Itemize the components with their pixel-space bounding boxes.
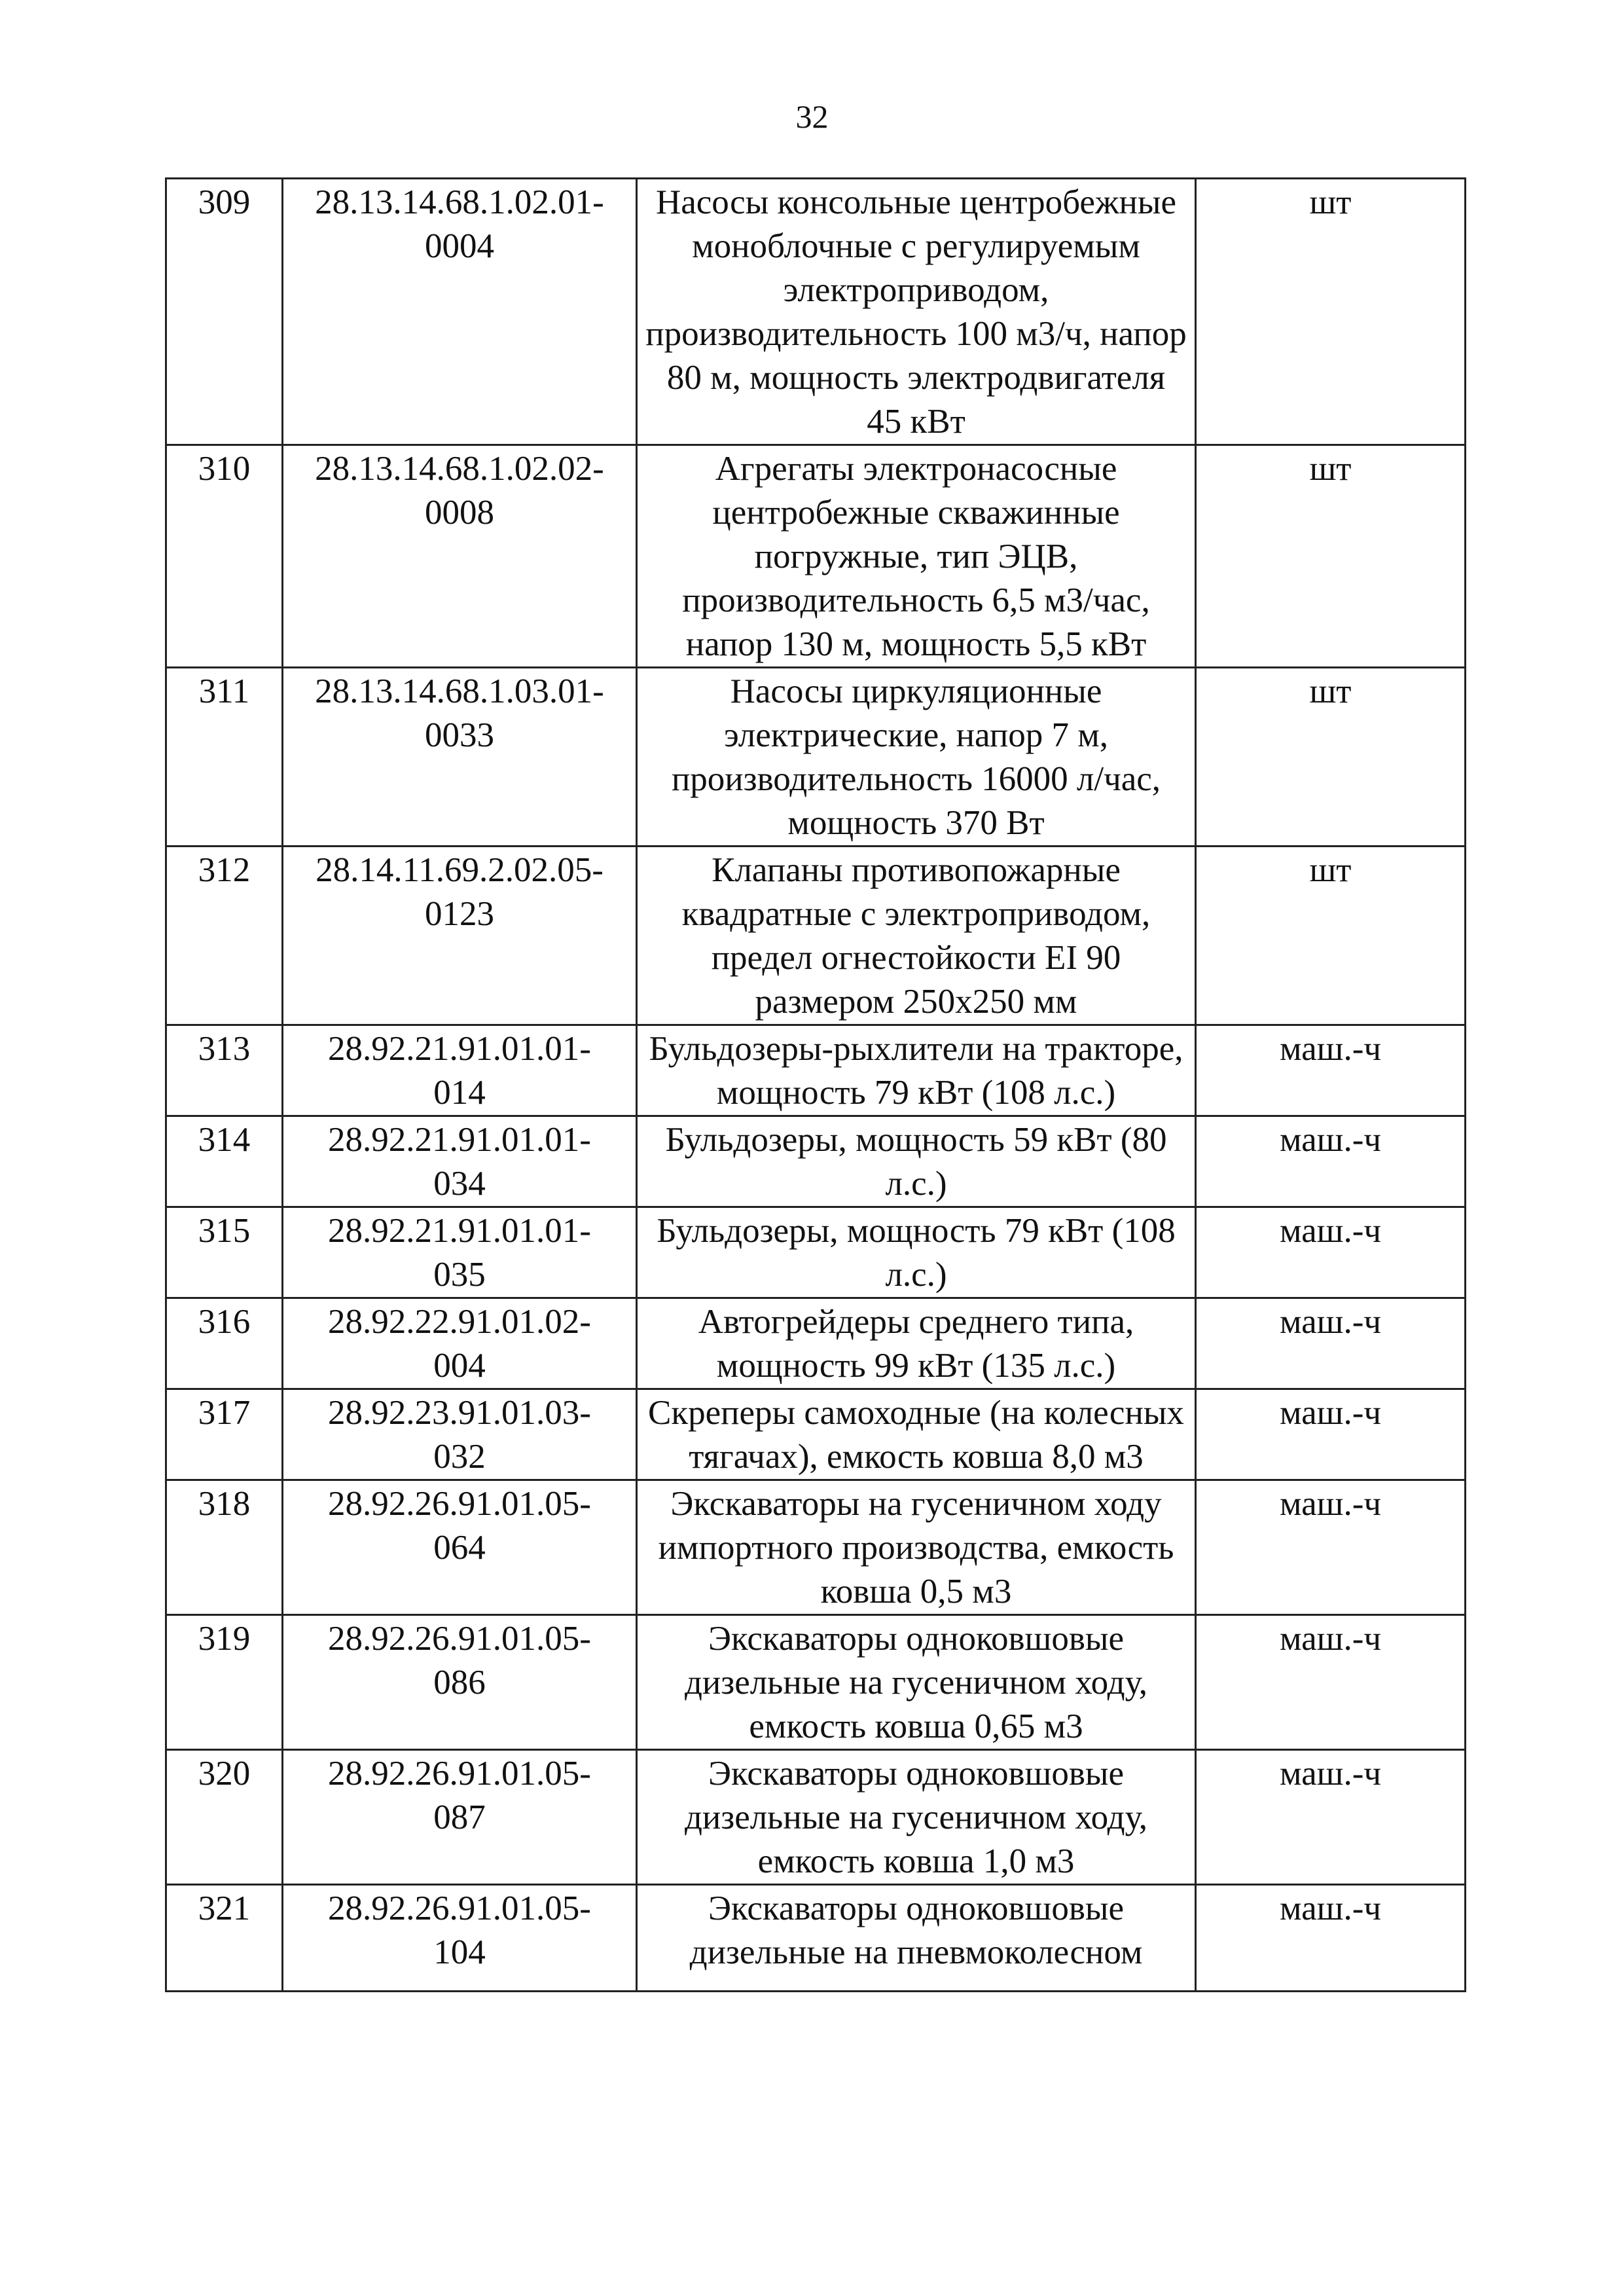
table-row <box>166 1298 1466 1389</box>
resource-name-cell: Бульдозеры, мощность 59 кВт (80 л.с.) <box>637 1116 1196 1207</box>
table-row <box>166 1750 1466 1885</box>
row-number-cell: 314 <box>166 1116 283 1207</box>
row-number-cell: 321 <box>166 1885 283 1992</box>
resource-name-cell: Скреперы самоходные (на колесных тягачах), емкость ковша 8,0 м3 <box>637 1389 1196 1480</box>
unit-cell: шт <box>1196 668 1466 847</box>
resource-code-cell: 28.92.26.91.01.05- 087 <box>283 1750 637 1885</box>
table-row <box>166 847 1466 1025</box>
resource-name-cell: Экскаваторы одноковшовые дизельные на пневмоколесном <box>637 1885 1196 1992</box>
resource-code-cell: 28.14.11.69.2.02.05- 0123 <box>283 847 637 1025</box>
row-number-cell: 312 <box>166 847 283 1025</box>
resource-code-cell: 28.92.26.91.01.05- 086 <box>283 1615 637 1750</box>
row-number-cell: 317 <box>166 1389 283 1480</box>
row-number-cell: 310 <box>166 445 283 668</box>
resource-name-cell: Экскаваторы одноковшовые дизельные на гусеничном ходу, емкость ковша 1,0 м3 <box>637 1750 1196 1885</box>
unit-cell: шт <box>1196 179 1466 445</box>
unit-cell: маш.-ч <box>1196 1750 1466 1885</box>
row-number-cell: 320 <box>166 1750 283 1885</box>
resource-code-cell: 28.92.26.91.01.05- 064 <box>283 1480 637 1615</box>
resource-table <box>165 177 1466 1992</box>
unit-cell: маш.-ч <box>1196 1615 1466 1750</box>
row-number-cell: 313 <box>166 1025 283 1116</box>
row-number-cell: 318 <box>166 1480 283 1615</box>
unit-cell: шт <box>1196 847 1466 1025</box>
table-body <box>166 179 1466 1992</box>
table-row <box>166 1116 1466 1207</box>
unit-cell: маш.-ч <box>1196 1207 1466 1298</box>
resource-name-cell: Клапаны противопожарные квадратные с электроприводом, предел огнестойкости EI 90 размером 250x250 мм <box>637 847 1196 1025</box>
resource-code-cell: 28.92.21.91.01.01- 014 <box>283 1025 637 1116</box>
table-row <box>166 1885 1466 1992</box>
resource-name-cell: Бульдозеры-рыхлители на тракторе, мощность 79 кВт (108 л.с.) <box>637 1025 1196 1116</box>
unit-cell: маш.-ч <box>1196 1389 1466 1480</box>
resource-name-cell: Экскаваторы на гусеничном ходу импортного производства, емкость ковша 0,5 м3 <box>637 1480 1196 1615</box>
resource-code-cell: 28.92.22.91.01.02- 004 <box>283 1298 637 1389</box>
resource-code-cell: 28.13.14.68.1.02.02- 0008 <box>283 445 637 668</box>
resource-code-cell: 28.92.26.91.01.05- 104 <box>283 1885 637 1992</box>
row-number-cell: 311 <box>166 668 283 847</box>
unit-cell: маш.-ч <box>1196 1480 1466 1615</box>
table-row <box>166 1480 1466 1615</box>
resource-name-cell: Агрегаты электронасосные центробежные скважинные погружные, тип ЭЦВ, производительность 6,5 м3/час, напор 130 м, мощность 5,5 кВт <box>637 445 1196 668</box>
resource-name-cell: Насосы циркуляционные электрические, напор 7 м, производительность 16000 л/час, мощность 370 Вт <box>637 668 1196 847</box>
table-row <box>166 445 1466 668</box>
table-row <box>166 668 1466 847</box>
unit-cell: маш.-ч <box>1196 1116 1466 1207</box>
row-number-cell: 309 <box>166 179 283 445</box>
row-number-cell: 319 <box>166 1615 283 1750</box>
unit-cell: маш.-ч <box>1196 1885 1466 1992</box>
resource-code-cell: 28.92.23.91.01.03- 032 <box>283 1389 637 1480</box>
resource-name-cell: Бульдозеры, мощность 79 кВт (108 л.с.) <box>637 1207 1196 1298</box>
resource-name-cell: Автогрейдеры среднего типа, мощность 99 кВт (135 л.с.) <box>637 1298 1196 1389</box>
table-row <box>166 1389 1466 1480</box>
resource-name-cell: Экскаваторы одноковшовые дизельные на гусеничном ходу, емкость ковша 0,65 м3 <box>637 1615 1196 1750</box>
row-number-cell: 315 <box>166 1207 283 1298</box>
resource-code-cell: 28.92.21.91.01.01- 035 <box>283 1207 637 1298</box>
resource-code-cell: 28.92.21.91.01.01- 034 <box>283 1116 637 1207</box>
resource-code-cell: 28.13.14.68.1.03.01- 0033 <box>283 668 637 847</box>
resource-code-cell: 28.13.14.68.1.02.01- 0004 <box>283 179 637 445</box>
unit-cell: маш.-ч <box>1196 1025 1466 1116</box>
resource-name-cell: Насосы консольные центробежные моноблочные с регулируемым электроприводом, производительность 100 м3/ч, напор 80 м, мощность электродвигателя 45 кВт <box>637 179 1196 445</box>
unit-cell: маш.-ч <box>1196 1298 1466 1389</box>
table-row <box>166 1207 1466 1298</box>
page-number: 32 <box>795 98 829 135</box>
table-row <box>166 1615 1466 1750</box>
row-number-cell: 316 <box>166 1298 283 1389</box>
table-row <box>166 1025 1466 1116</box>
unit-cell: шт <box>1196 445 1466 668</box>
table-row <box>166 179 1466 445</box>
